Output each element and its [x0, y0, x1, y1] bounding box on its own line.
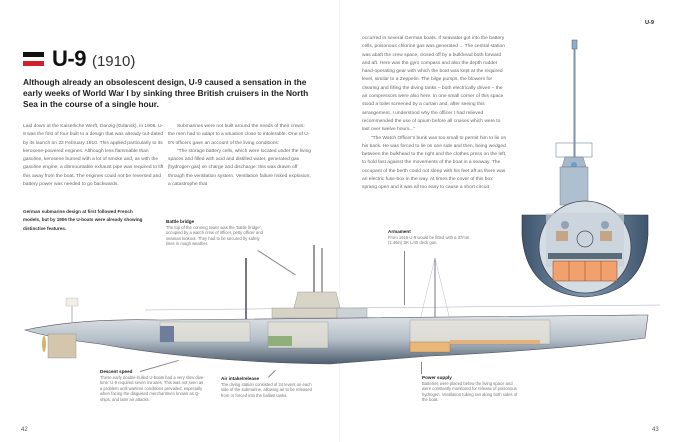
page-number-left: 42: [21, 427, 28, 433]
callout-text: Batteries were placed below the living space and were constantly monitored for release of poisonous hydrogen. Ventilation tubing ran along both sides of the boat.: [422, 380, 518, 403]
lede-paragraph: Although already an obsolescent design, U-9 caused a sensation in the early weeks of World War I by sinking three British cruisers in the North Sea in the course of a single hour.: [23, 77, 309, 110]
title-name: U-9: [52, 46, 86, 71]
page-gutter: [339, 0, 340, 442]
page-number-right: 43: [652, 427, 659, 433]
callout-descent-speed: [100, 369, 206, 402]
callout-heading: Air intake/release: [221, 376, 260, 381]
callout-text: The top of the conning tower was the 'battle bridge', occupied by a watch crew of officer, petty officer and seaman lookout. They had to be secured by safety lines in rough weather.: [166, 224, 263, 247]
body-paragraph: “The storage battery cells, which were located under the living spaces and filled with acid and distilled water, generated gas [hydrogen gas] on charge and discharge: this was drawn off through the ventilation system. Ventilation failure risked explosion, a catastrophe that: [168, 148, 312, 188]
title-year: (1910): [91, 53, 136, 70]
title-block: [23, 46, 135, 72]
callout-battle-bridge: [166, 219, 266, 247]
callout-text: The diving station consisted of 24 levers on each side of the submarine, allowing air to be released from or forced into the ballast tanks.: [221, 381, 313, 398]
body-paragraph: Submarines were not built around the needs of their crews: the men had to adapt to a situation close to intolerable. One of U-9's officers gave an account of the living conditions:: [168, 124, 310, 146]
callout-heading: Descent speed: [100, 369, 133, 374]
body-column-1: [23, 123, 165, 189]
callout-armament: [388, 229, 478, 246]
body-paragraph: Laid down at the Kaiserliche Werft, Danzig (Gdansk), in 1908, U-9 was the first of four built to a design that was already out-dated by its launch on 22 February 1910. This applied particularly to its kerosene-powered engines. Although less flammable than gasoline, kerosene burned with a lot of smoke and, as with the gasoline engine, a dismountable exhaust pipe was required to lift this away from the boat. The engines could not be reversed and battery power was needed to go backwards.: [23, 124, 164, 188]
callout-power-supply: [422, 375, 518, 403]
callout-air-intake: [221, 376, 317, 398]
leader-line-power: [421, 362, 422, 374]
callout-text: From 1915 U-9 would be fitted with a 37mm (1.46in) SK L/40 deck gun.: [388, 234, 470, 246]
callout-text: These early double-hulled U-boats had a very slow dive-time: U-9 required seven minutes. This was not seen as a problem until wartime conditions prevailed, especially when facing the disguised merchantmen known as Q-ships, and later air attacks.: [100, 374, 205, 402]
body-paragraph: “The Watch Officer's bunk was too small to permit him to lie on his back. He was forced to lie on one side and then, being wedged between the bulkhead to the right and the clothes press on the left, to hold fast against the movements of the boat in a seaway. The occupant of the berth could not sleep with his feet aft as there was an electric fuse-box in the way. At times the cover of this box sprang open and it was all too easy to cause a short circuit: [362, 135, 507, 191]
callout-heading: Armament: [388, 229, 411, 234]
body-column-2: [168, 123, 312, 189]
sidenote: German submarine design at first followed French models, but by 1906 the U-boats were already showing distinctive features.: [23, 209, 143, 231]
page-title: [52, 46, 135, 72]
leader-line-armament: [404, 251, 405, 305]
body-column-3: [362, 35, 508, 193]
running-head: U-9: [645, 20, 655, 26]
body-paragraph: occurred in several German boats. If seawater got into the battery cells, poisonous chlorine gas was generated ... The central station was abaft the crew space, closed off by a bulkhead both forward and aft. Here was the gyro compass and also the depth rudder hand-operating gear with which the boat was kept at the required level, similar to a Zeppelin. The bilge pumps, the blowers for clearing and filling the diving tanks – both electrically driven – the air compressors were also here. In one small corner of this space stood a toilet screened by a curtain and, after seeing this arrangement, I understood why the officer I had relieved recommended the use of opium before all cruises which were to last over twelve hours...”: [362, 36, 505, 133]
imperial-german-flag-icon: [23, 52, 44, 66]
callout-heading: Power supply: [422, 375, 452, 380]
side-profile-illustration: [0, 240, 679, 375]
callout-heading: Battle bridge: [166, 219, 195, 224]
